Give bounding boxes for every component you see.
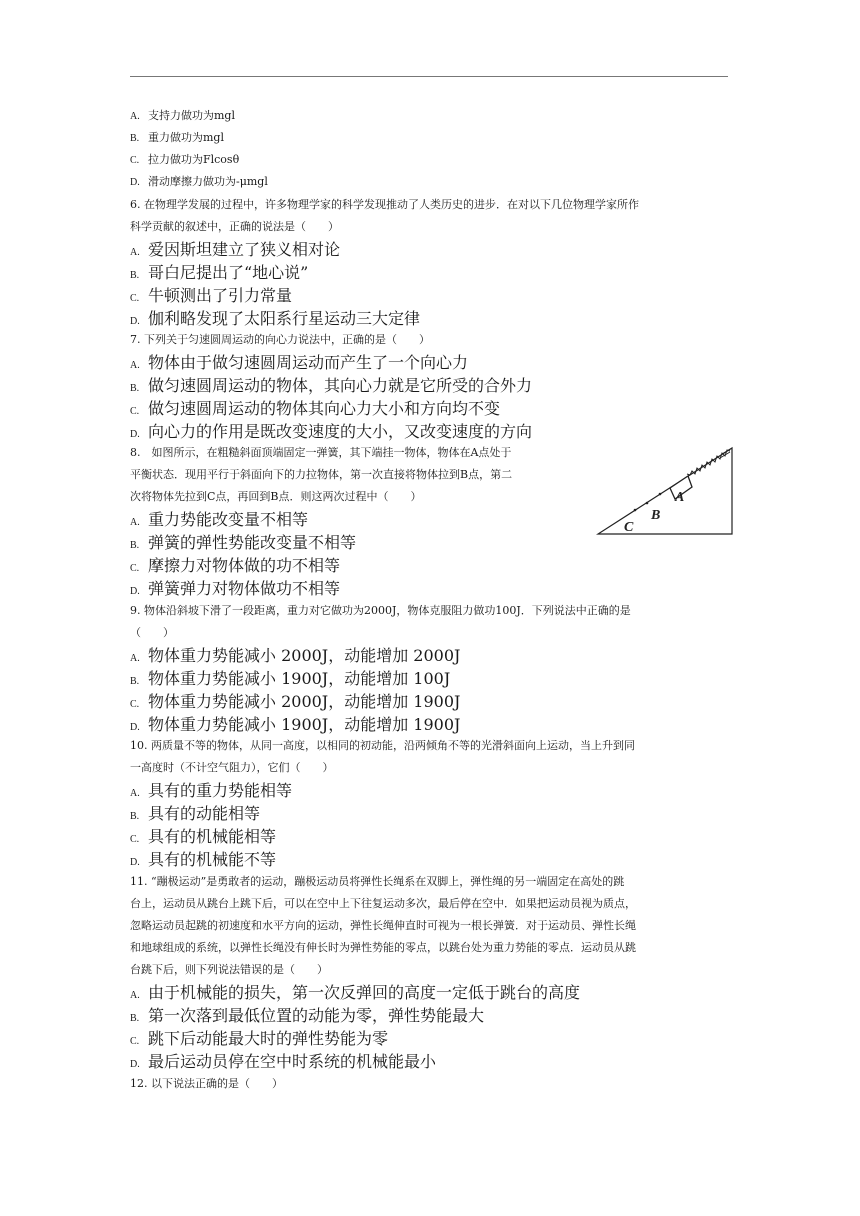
point-b-label: B — [651, 508, 661, 523]
q10-stem-line2: 一高度时（不计空气阻力），它们（ ） — [130, 761, 334, 774]
q11-option-d: D. 最后运动员停在空中时系统的机械能最小 — [130, 1052, 437, 1071]
q7-option-a: A. 物体由于做匀速圆周运动而产生了一个向心力 — [130, 353, 469, 372]
q8-stem-line3: 次将物体先拉到C点，再回到B点．则这两次过程中（ ） — [130, 490, 422, 503]
q9-option-d: D. 物体重力势能减小 1900J，动能增加 1900J — [130, 715, 461, 734]
q5-option-a: A. 支持力做功为mgl — [130, 109, 235, 122]
q8-option-d: D. 弹簧弹力对物体做功不相等 — [130, 579, 341, 598]
q6-option-c: C. 牛顿测出了引力常量 — [130, 286, 293, 305]
q11-option-b: B. 第一次落到最低位置的动能为零，弹性势能最大 — [130, 1006, 485, 1025]
q11-stem-line5: 台跳下后，则下列说法错误的是（ ） — [130, 963, 328, 976]
q6-option-a: A. 爱因斯坦建立了狭义相对论 — [130, 240, 341, 259]
q8-option-b: B. 弹簧的弹性势能改变量不相等 — [130, 533, 357, 552]
q9-option-a: A. 物体重力势能减小 2000J，动能增加 2000J — [130, 646, 461, 665]
header-rule — [130, 76, 728, 77]
q11-option-c: C. 跳下后动能最大时的弹性势能为零 — [130, 1029, 389, 1048]
q11-stem-line2: 台上，运动员从跳台上跳下后，可以在空中上下往复运动多次，最后停在空中．如果把运动员视为质点， — [130, 897, 636, 910]
q11-stem-line1: 11. “蹦极运动”是勇敢者的运动，蹦极运动员将弹性长绳系在双脚上，弹性绳的另一端固定在高处的跳 — [130, 875, 625, 888]
q8-stem-line1: 8. 如图所示，在粗糙斜面顶端固定一弹簧，其下端挂一物体，物体在A点处于 — [130, 446, 512, 459]
q9-option-b: B. 物体重力势能减小 1900J，动能增加 100J — [130, 669, 451, 688]
q7-option-c: C. 做匀速圆周运动的物体其向心力大小和方向均不变 — [130, 399, 501, 418]
point-a-label: A — [675, 490, 685, 505]
q11-option-a: A. 由于机械能的损失，第一次反弹回的高度一定低于跳台的高度 — [130, 983, 581, 1002]
q10-option-d: D. 具有的机械能不等 — [130, 850, 277, 869]
incline-triangle — [598, 448, 732, 534]
q5-option-d: D. 滑动摩擦力做功为-μmgl — [130, 175, 268, 188]
q7-option-b: B. 做匀速圆周运动的物体，其向心力就是它所受的合外力 — [130, 376, 533, 395]
q12-stem-line1: 12. 以下说法正确的是（ ） — [130, 1077, 283, 1090]
q10-option-b: B. 具有的动能相等 — [130, 804, 261, 823]
q7-stem-line1: 7. 下列关于匀速圆周运动的向心力说法中，正确的是（ ） — [130, 333, 430, 346]
q7-option-d: D. 向心力的作用是既改变速度的大小，又改变速度的方向 — [130, 422, 533, 441]
q6-option-d: D. 伽利略发现了太阳系行星运动三大定律 — [130, 309, 421, 328]
q10-stem-line1: 10. 两质量不等的物体，从同一高度，以相同的初动能，沿两倾角不等的光滑斜面向上运动，当上升到同 — [130, 739, 635, 752]
point-c-label: C — [624, 520, 634, 535]
q8-stem-line2: 平衡状态．现用平行于斜面向下的力拉物体，第一次直接将物体拉到B点，第二 — [130, 468, 513, 481]
q11-stem-line3: 忽略运动员起跳的初速度和水平方向的运动，弹性长绳伸直时可视为一根长弹簧．对于运动员、弹性长绳 — [130, 919, 636, 932]
q9-stem-line1: 9. 物体沿斜坡下滑了一段距离，重力对它做功为2000J，物体克服阻力做功100J．下列说法中正确的是 — [130, 604, 631, 617]
q10-option-a: A. 具有的重力势能相等 — [130, 781, 293, 800]
q5-option-b: B. 重力做功为mgl — [130, 131, 224, 144]
q9-stem-line2: （ ） — [130, 626, 174, 639]
q6-stem-line2: 科学贡献的叙述中，正确的说法是（ ） — [130, 220, 339, 233]
q9-option-c: C. 物体重力势能减小 2000J，动能增加 1900J — [130, 692, 461, 711]
q10-option-c: C. 具有的机械能相等 — [130, 827, 277, 846]
q11-stem-line4: 和地球组成的系统，以弹性长绳没有伸长时为弹性势能的零点，以跳台处为重力势能的零点．运动员从跳 — [130, 941, 636, 954]
q5-option-c: C. 拉力做功为Flcosθ — [130, 153, 240, 166]
incline-spring-figure — [596, 444, 734, 538]
q8-option-a: A. 重力势能改变量不相等 — [130, 510, 309, 529]
q8-option-c: C. 摩擦力对物体做的功不相等 — [130, 556, 341, 575]
q6-stem-line1: 6. 在物理学发展的过程中，许多物理学家的科学发现推动了人类历史的进步．在对以下几位物理学家所作 — [130, 198, 639, 211]
q6-option-b: B. 哥白尼提出了“地心说” — [130, 263, 309, 282]
